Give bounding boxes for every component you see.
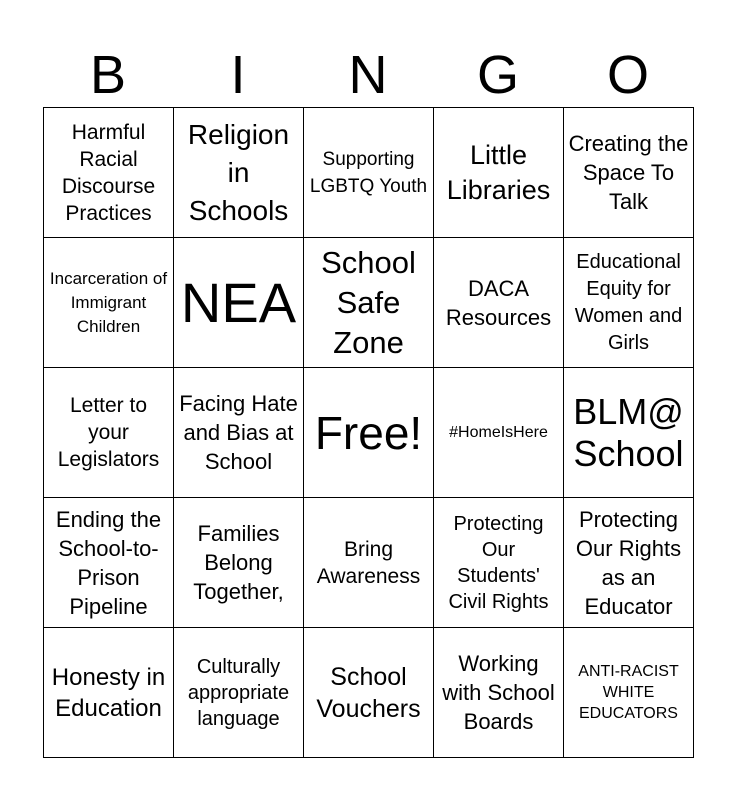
header-letter-g: G: [476, 45, 519, 105]
cell-text: Ending the School-to-Prison Pipeline: [55, 506, 162, 619]
bingo-cell[interactable]: [304, 628, 434, 758]
bingo-cell[interactable]: [434, 628, 564, 758]
bingo-cell[interactable]: [44, 238, 174, 368]
cell-text: ANTI-RACIST WHITE EDUCATORS: [578, 663, 679, 722]
bingo-cell[interactable]: [564, 368, 694, 498]
cell-text: Little Libraries: [446, 139, 551, 205]
cell-text: Culturally appropriate language: [187, 655, 290, 730]
cell-text: Bring Awareness: [316, 537, 421, 588]
bingo-cell[interactable]: [174, 368, 304, 498]
cell-text: School Safe Zone: [321, 244, 416, 360]
cell-text: DACA Resources: [445, 275, 552, 330]
cell-text: Honesty in Education: [51, 663, 166, 722]
bingo-cell[interactable]: [174, 498, 304, 628]
cell-text: School Vouchers: [316, 662, 421, 723]
bingo-cell[interactable]: [304, 238, 434, 368]
header-letter-i: I: [230, 45, 246, 105]
bingo-cell[interactable]: [174, 108, 304, 238]
cell-text: Protecting Our Students' Civil Rights: [448, 512, 549, 613]
free-space-text: Free!: [314, 406, 423, 459]
header-letter-o: O: [606, 45, 649, 105]
bingo-cell[interactable]: [174, 238, 304, 368]
cell-text: Working with School Boards: [442, 651, 555, 734]
bingo-header: [43, 44, 693, 106]
bingo-cell[interactable]: [304, 108, 434, 238]
bingo-cell[interactable]: [434, 368, 564, 498]
cell-text: Incarceration of Immigrant Children: [49, 268, 168, 336]
bingo-cell[interactable]: [564, 108, 694, 238]
bingo-cell[interactable]: [44, 498, 174, 628]
cell-text: BLM@ School: [573, 390, 684, 474]
cell-text: Educational Equity for Women and Girls: [574, 250, 683, 354]
header-letter-n: N: [348, 45, 388, 105]
cell-text: Creating the Space To Talk: [568, 131, 689, 214]
cell-text: Supporting LGBTQ Youth: [309, 148, 428, 197]
cell-text: Religion in Schools: [187, 118, 290, 226]
cell-text: Letter to your Legislators: [57, 394, 160, 471]
bingo-free-cell[interactable]: [304, 368, 434, 498]
cell-text: Harmful Racial Discourse Practices: [61, 120, 156, 225]
bingo-board: [43, 107, 694, 758]
bingo-cell[interactable]: [44, 368, 174, 498]
cell-text: Facing Hate and Bias at School: [179, 391, 298, 474]
bingo-cell[interactable]: [44, 108, 174, 238]
bingo-cell[interactable]: [434, 108, 564, 238]
bingo-cell[interactable]: [434, 238, 564, 368]
cell-text: Protecting Our Rights as an Educator: [575, 506, 682, 619]
bingo-cell[interactable]: [564, 498, 694, 628]
bingo-cell[interactable]: [564, 628, 694, 758]
bingo-cell[interactable]: [434, 498, 564, 628]
header-letter-b: B: [89, 45, 127, 105]
bingo-cell[interactable]: [304, 498, 434, 628]
bingo-cell[interactable]: [174, 628, 304, 758]
cell-text: NEA: [180, 270, 297, 334]
cell-text: #HomeIsHere: [449, 423, 548, 441]
cell-text: Families Belong Together,: [193, 521, 284, 604]
bingo-cell[interactable]: [44, 628, 174, 758]
bingo-cell[interactable]: [564, 238, 694, 368]
